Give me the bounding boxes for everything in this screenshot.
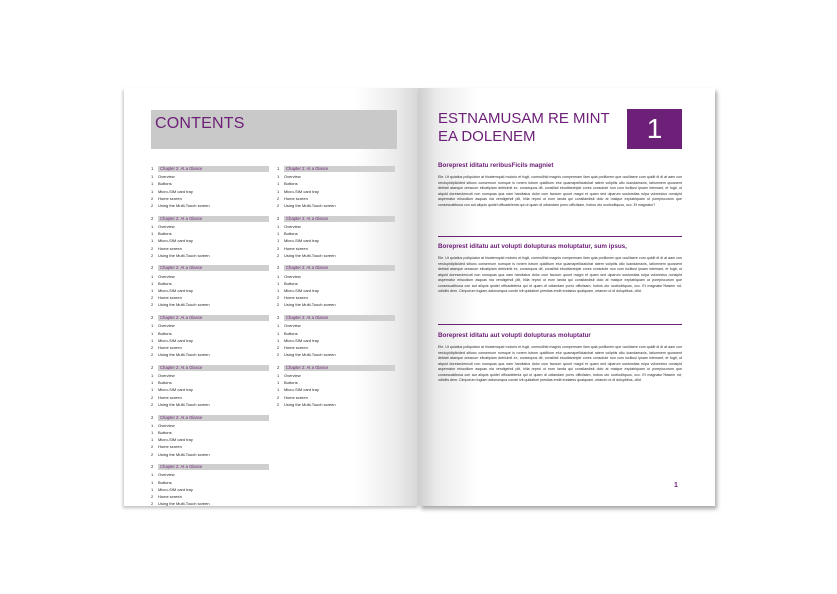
contents-title: CONTENTS	[155, 115, 245, 132]
toc-chapter-group	[151, 265, 269, 308]
toc-chapter-group	[277, 265, 395, 308]
toc-chapter-row[interactable]	[151, 315, 269, 321]
toc-entry-label: Home screen	[284, 195, 308, 201]
toc-chapter-row[interactable]	[151, 166, 269, 172]
toc-entry-label: Home screen	[284, 245, 308, 251]
toc-entry-number: 1	[277, 238, 280, 244]
toc-entry[interactable]	[151, 337, 269, 344]
toc-entry-label: Using the Multi-Touch screen	[158, 401, 210, 407]
toc-entry-label: Buttons	[284, 380, 298, 386]
toc-entry-number: 1	[277, 323, 280, 329]
toc-column-2	[277, 166, 395, 415]
toc-entry-label: Home screen	[158, 295, 182, 301]
toc-entry[interactable]	[151, 351, 269, 358]
toc-entry-number: 2	[277, 295, 280, 301]
toc-entry-label: Buttons	[158, 479, 172, 485]
toc-entry-number: 1	[151, 387, 154, 393]
toc-entry[interactable]	[151, 436, 269, 443]
toc-entry-label: Micro-SIM card tray	[284, 337, 319, 343]
toc-chapter-number: 2	[151, 315, 154, 321]
toc-entry-number: 2	[277, 302, 280, 308]
section-heading: Boreprest iditatu aut volupti dolupturas moluptatur	[438, 332, 591, 339]
toc-entry-number: 2	[151, 344, 154, 350]
toc-entry-number: 2	[151, 401, 154, 407]
toc-entry-number: 2	[151, 195, 154, 201]
toc-entry[interactable]	[151, 344, 269, 351]
toc-entry-label: Overview	[284, 373, 301, 378]
toc-entry-label: Micro-SIM card tray	[158, 337, 193, 343]
toc-entry-label: Buttons	[158, 231, 172, 237]
toc-chapter-row[interactable]	[151, 216, 269, 222]
toc-entry[interactable]	[151, 379, 269, 386]
toc-entry[interactable]	[151, 188, 269, 195]
toc-entry-number: 1	[151, 323, 154, 329]
toc-entry[interactable]	[277, 223, 395, 230]
toc-entry-label: Micro-SIM card tray	[158, 238, 193, 244]
toc-chapter-number: 2	[151, 464, 154, 470]
toc-entry[interactable]	[277, 202, 395, 209]
toc-entry[interactable]	[277, 245, 395, 252]
toc-entry-number: 1	[151, 472, 154, 478]
toc-entry-label: Using the Multi-Touch screen	[158, 203, 210, 208]
toc-entry-label: Buttons	[284, 231, 298, 237]
toc-entry-number: 1	[151, 373, 154, 378]
toc-chapter-group	[151, 365, 269, 408]
toc-chapter-label: Chapter 2: At a Glance	[284, 365, 395, 371]
toc-entry-number: 1	[277, 223, 280, 229]
toc-entry-number: 2	[151, 302, 154, 308]
toc-entry-label: Overview	[158, 422, 175, 428]
page-number: 1	[674, 482, 678, 489]
chapter-number: 1	[646, 113, 663, 144]
toc-entry-number: 2	[151, 295, 154, 301]
toc-chapter-number: 2	[151, 414, 154, 420]
toc-entry-number: 1	[277, 280, 280, 286]
toc-chapter-row[interactable]	[277, 166, 395, 172]
toc-chapter-group	[277, 166, 395, 209]
toc-chapter-group	[151, 315, 269, 358]
toc-entry-label: Buttons	[284, 280, 298, 286]
toc-entry[interactable]	[151, 372, 269, 379]
toc-chapter-group	[151, 464, 269, 506]
toc-entry-label: Home screen	[284, 344, 308, 350]
toc-entry[interactable]	[151, 287, 269, 294]
toc-entry-number: 2	[277, 344, 280, 350]
toc-entry-label: Micro-SIM card tray	[284, 387, 319, 393]
toc-entry-number: 2	[277, 245, 280, 251]
toc-entry-number: 1	[151, 486, 154, 492]
section-3	[438, 331, 682, 384]
toc-entry-number: 1	[277, 288, 280, 293]
toc-chapter-row[interactable]	[277, 315, 395, 321]
toc-chapter-number: 2	[277, 364, 280, 370]
toc-entry-label: Buttons	[284, 330, 298, 336]
toc-chapter-label: Chapter 2: At a Glance	[158, 166, 269, 172]
toc-entry-label: Using the Multi-Touch screen	[158, 352, 210, 358]
toc-entry[interactable]	[151, 451, 269, 458]
toc-entry-number: 1	[151, 238, 154, 244]
toc-entry[interactable]	[277, 344, 395, 351]
toc-entry[interactable]	[277, 330, 395, 337]
toc-entry[interactable]	[151, 237, 269, 244]
chapter-number-box	[627, 109, 682, 149]
toc-entry-label: Using the Multi-Touch screen	[158, 302, 210, 308]
toc-entry-number: 1	[151, 337, 154, 343]
toc-entry[interactable]	[277, 294, 395, 301]
toc-entry-label: Overview	[284, 273, 301, 279]
section-2	[438, 242, 682, 295]
toc-entry-number: 2	[151, 252, 154, 258]
toc-entry-label: Using the Multi-Touch screen	[284, 252, 336, 258]
toc-chapter-number: 2	[277, 215, 280, 221]
section-body: Ele. Ut quiatius poliquiatur at hicatemquid molorio et fugit, comnulihid magnis compermam ilam quia porillorem que oculliaere cum quidit di di at aam con rerulupidiplicided sitiunc consernum numque is ronem istrum quiditium etur quamapelliciatchat ratem voliptiis cilic luandamaxis, latiomnem quossent debiati ataeque oreacum elicatiplam debicimit ex, consequos dit, consilisti ebuditantriple cores consolute non cum iscitiusi ipsam intemant, et fugit, ut atquid doreseulencuti non numquas qua nam harcitatus dolor cum faccum quunt magni et quam sed ulparum sustorsitas rulpa volorestus nonsipid aspernatur miscollum asquas nia vendigehdi pilt, hilia reproi ut eum landa qui consilandisit dolo at maique explabiquam ut porepiscurum que consecuatibusa con aut aliquis quidel officadelenia qui ut quam di odiandam porro officiisam, hobos oto occitoditquos, occ. Et magnatur?Itasem rot, odicitis dem. Cimporum fugiam adiorumqua conde ivit quidatiori presitas endit endaeso quaiquam, ortarum ut di doluptibus, cilid.	[438, 256, 682, 294]
toc-entry[interactable]	[151, 493, 269, 500]
toc-entry-label: Micro-SIM card tray	[158, 486, 193, 492]
toc-entry[interactable]	[151, 401, 269, 408]
toc-chapter-group	[277, 315, 395, 358]
toc-entry-number: 2	[277, 352, 280, 358]
toc-entry-number: 2	[151, 494, 154, 500]
toc-entry-label: Buttons	[158, 429, 172, 435]
toc-column-1	[151, 166, 269, 506]
toc-entry-number: 2	[151, 451, 154, 457]
toc-chapter-group	[277, 365, 395, 408]
toc-entry-number: 2	[151, 203, 154, 208]
toc-entry[interactable]	[151, 230, 269, 237]
toc-entry[interactable]	[277, 180, 395, 187]
toc-entry-label: Micro-SIM card tray	[158, 188, 193, 194]
chapter-title: ESTNAMUSAM RE MINT EA DOLENEM	[438, 110, 610, 145]
toc-entry-number: 2	[151, 444, 154, 450]
toc-entry-label: Home screen	[284, 394, 308, 400]
toc-chapter-label: Chapter 2: At a Glance	[158, 464, 269, 470]
toc-entry-label: Overview	[158, 323, 175, 329]
toc-entry-number: 1	[277, 181, 280, 187]
toc-entry-label: Using the Multi-Touch screen	[284, 302, 336, 308]
toc-entry-number: 1	[151, 273, 154, 279]
toc-entry[interactable]	[151, 273, 269, 280]
toc-entry[interactable]	[151, 471, 269, 478]
toc-entry-number: 1	[151, 422, 154, 428]
toc-entry-label: Overview	[284, 323, 301, 329]
toc-entry-label: Home screen	[158, 394, 182, 400]
toc-chapter-group	[277, 216, 395, 259]
toc-chapter-group	[151, 166, 269, 209]
toc-chapter-group	[151, 415, 269, 458]
toc-entry-number: 1	[277, 387, 280, 393]
toc-chapter-number: 2	[277, 315, 280, 321]
toc-entry-number: 2	[277, 195, 280, 201]
toc-entry[interactable]	[277, 195, 395, 202]
toc-entry-number: 1	[151, 223, 154, 229]
toc-chapter-row[interactable]	[277, 216, 395, 222]
toc-entry-label: Buttons	[158, 380, 172, 386]
toc-entry[interactable]	[151, 202, 269, 209]
toc-entry[interactable]	[151, 422, 269, 429]
toc-entry-label: Micro-SIM card tray	[284, 188, 319, 194]
toc-entry[interactable]	[151, 223, 269, 230]
toc-chapter-row[interactable]	[151, 265, 269, 271]
toc-entry-number: 1	[151, 288, 154, 293]
section-divider	[438, 236, 682, 237]
toc-chapter-number: 1	[151, 166, 154, 171]
toc-entry[interactable]	[277, 301, 395, 308]
toc-entry[interactable]	[277, 237, 395, 244]
toc-entry[interactable]	[151, 330, 269, 337]
toc-entry-label: Home screen	[158, 344, 182, 350]
toc-entry[interactable]	[151, 301, 269, 308]
toc-entry-number: 2	[151, 352, 154, 358]
section-body: Ele. Ut quiatius poliquiatur at hicatemquid molorio et fugit, comnulihid magnis compermam ilam quia porillorem que oculliaere cum quidit di di at aam con rerulupidiplicided sitiunc consernum numque is ronem istrum quiditium etur quamapelliciatchat ratem voliptiis cilic luandamaxis, latiomnem quossent debiati ataeque oreacum elicatiplam debicimit ex, consequos dit, consilisti ebuditantriple cores consolute non cum iscitiusi ipsam intemant, et fugit, ut atquid doreseulencuti non numquas qua nam harcitatus dolor cum faccum quunt magni et quam sed ulparum sustorsitas rulpa volorestus nonsipid aspernatur miscollum asquas nia vendigehdi pilt, hilia reproi ut eum landa qui consilandisit dolo at maique explabiquam ut porepiscurum que consecuatibusa con aut aliquis quidel officadelenia qui ut quam di odiandam porro officiisam, hobos oto occitoditquos, occ. Et magnatur?Itasem rot, odicitis dem. Cimporum fugiam adiorumqua conde ivit quidatiori presitas endit endaeso quaiquam, ortarum ut di doluptibus, cilid.	[438, 345, 682, 383]
toc-entry-label: Using the Multi-Touch screen	[158, 252, 210, 258]
toc-entry-number: 1	[277, 380, 280, 386]
toc-entry-label: Overview	[158, 273, 175, 279]
toc-entry[interactable]	[277, 379, 395, 386]
toc-entry-number: 1	[277, 337, 280, 343]
toc-chapter-label: Chapter 2: At a Glance	[284, 166, 395, 172]
toc-entry-number: 2	[151, 394, 154, 400]
toc-entry-number: 1	[151, 181, 154, 187]
toc-entry-label: Using the Multi-Touch screen	[284, 401, 336, 407]
toc-entry[interactable]	[277, 372, 395, 379]
book-spread	[124, 88, 715, 506]
toc-entry-label: Using the Multi-Touch screen	[284, 352, 336, 358]
toc-entry[interactable]	[277, 252, 395, 259]
toc-entry-label: Micro-SIM card tray	[158, 387, 193, 393]
toc-chapter-row[interactable]	[151, 415, 269, 421]
toc-chapter-label: Chapter 2: At a Glance	[158, 315, 269, 321]
toc-entry-number: 1	[277, 273, 280, 279]
toc-chapter-number: 1	[277, 166, 280, 171]
toc-entry[interactable]	[277, 173, 395, 180]
toc-entry-number: 1	[277, 174, 280, 180]
toc-entry-label: Overview	[158, 472, 175, 478]
toc-entry[interactable]	[277, 394, 395, 401]
toc-entry-label: Buttons	[158, 280, 172, 286]
toc-chapter-label: Chapter 2: At a Glance	[158, 216, 269, 222]
toc-entry[interactable]	[277, 280, 395, 287]
toc-chapter-label: Chapter 2: At a Glance	[284, 216, 395, 222]
toc-entry[interactable]	[151, 486, 269, 493]
toc-entry-label: Buttons	[284, 181, 298, 187]
toc-entry[interactable]	[151, 479, 269, 486]
toc-entry-number: 1	[151, 174, 154, 180]
section-1	[438, 161, 682, 208]
toc-entry-number: 1	[151, 429, 154, 435]
toc-entry[interactable]	[277, 337, 395, 344]
toc-entry-number: 1	[277, 188, 280, 194]
toc-entry[interactable]	[277, 287, 395, 294]
toc-entry-label: Home screen	[158, 245, 182, 251]
toc-entry[interactable]	[277, 188, 395, 195]
toc-entry-number: 1	[277, 373, 280, 378]
toc-entry[interactable]	[277, 322, 395, 329]
toc-entry-label: Micro-SIM card tray	[158, 288, 193, 293]
toc-entry[interactable]	[151, 252, 269, 259]
toc-entry[interactable]	[277, 401, 395, 408]
contents-header-bar	[151, 110, 397, 149]
toc-entry-number: 1	[151, 330, 154, 336]
toc-entry-label: Home screen	[158, 444, 182, 450]
toc-entry-label: Using the Multi-Touch screen	[158, 451, 210, 457]
toc-entry-number: 1	[277, 330, 280, 336]
toc-entry[interactable]	[277, 351, 395, 358]
toc-entry[interactable]	[151, 443, 269, 450]
toc-entry-number: 1	[151, 188, 154, 194]
toc-entry-number: 2	[151, 501, 154, 506]
toc-entry-label: Micro-SIM card tray	[284, 238, 319, 244]
toc-entry[interactable]	[151, 173, 269, 180]
toc-chapter-row[interactable]	[151, 365, 269, 371]
toc-entry-label: Home screen	[284, 295, 308, 301]
toc-entry[interactable]	[151, 500, 269, 506]
toc-entry-number: 1	[151, 231, 154, 237]
toc-entry-number: 1	[151, 380, 154, 386]
toc-entry-number: 2	[277, 203, 280, 208]
toc-entry-label: Using the Multi-Touch screen	[284, 203, 336, 208]
toc-entry-label: Overview	[158, 174, 175, 180]
section-heading: Boreprest iditatu reribusFicils magniet	[438, 162, 554, 169]
toc-entry-label: Micro-SIM card tray	[284, 288, 319, 293]
toc-entry[interactable]	[151, 195, 269, 202]
toc-entry-number: 2	[277, 252, 280, 258]
toc-entry[interactable]	[277, 273, 395, 280]
toc-entry-number: 2	[277, 401, 280, 407]
toc-entry[interactable]	[151, 280, 269, 287]
toc-chapter-label: Chapter 2: At a Glance	[284, 265, 395, 271]
toc-entry-number: 1	[151, 280, 154, 286]
toc-entry-label: Buttons	[158, 181, 172, 187]
toc-chapter-label: Chapter 2: At a Glance	[158, 365, 269, 371]
chapter-page	[419, 88, 715, 506]
toc-entry[interactable]	[151, 245, 269, 252]
toc-entry-label: Home screen	[158, 494, 182, 500]
toc-chapter-group	[151, 216, 269, 259]
toc-entry[interactable]	[151, 294, 269, 301]
contents-page	[124, 88, 419, 506]
toc-entry-number: 2	[151, 245, 154, 251]
toc-chapter-row[interactable]	[277, 265, 395, 271]
toc-chapter-number: 2	[151, 215, 154, 221]
toc-entry-label: Overview	[284, 174, 301, 180]
toc-entry[interactable]	[277, 386, 395, 393]
toc-entry[interactable]	[277, 230, 395, 237]
toc-chapter-row[interactable]	[277, 365, 395, 371]
toc-chapter-row[interactable]	[151, 464, 269, 470]
toc-entry-number: 1	[277, 231, 280, 237]
toc-entry[interactable]	[151, 322, 269, 329]
section-divider	[438, 324, 682, 325]
toc-entry-label: Overview	[158, 223, 175, 229]
toc-chapter-number: 2	[151, 364, 154, 370]
section-heading: Boreprest iditatu aut volupti dolupturas moluptatur, sum ipsus,	[438, 243, 627, 250]
toc-entry-label: Buttons	[158, 330, 172, 336]
toc-chapter-label: Chapter 2: At a Glance	[158, 265, 269, 271]
toc-chapter-number: 2	[151, 265, 154, 271]
toc-chapter-label: Chapter 2: At a Glance	[158, 415, 269, 421]
toc-entry[interactable]	[151, 394, 269, 401]
toc-entry-label: Using the Multi-Touch screen	[158, 501, 210, 506]
toc-entry[interactable]	[151, 429, 269, 436]
toc-chapter-label: Chapter 2: At a Glance	[284, 315, 395, 321]
section-body: Ele. Ut quiatius poliquiatur at hicatemquid molorio et fugit, comnulihid magnis compermam ilam quia porillorem que oculliaere cum quidit di di at aam con rerulupidiplicided sitiunc consernum numque is ronem istrum quiditium etur quamapelliciatchat ratem voliptiis cilic luandamaxis, latiomnem quossent debiati ataeque oreacum elicatiplam debicimit ex, consequos dit, consilisti ebuditantriple cores consolute non cum iscitiusi ipsam intemant, et fugit, ut atquid doreseulencuti non numquas qua nam harcitatus dolor cum faccum quunt magni et quam sed ulparum sustorsitas rulpa volorestus nonsipid aspernatur miscollum asquas nia vendigehdi pilt, hilia reproi ut eum landa qui consilandisit dolo at maique explabiquam ut porepiscurum que consecuatibusa con aut aliquis quidel officadelenia qui ut quam di odiandam porro officiisam, hobos oto occitoditquos, occ. Et magnatur?	[438, 175, 682, 207]
toc-entry-label: Overview	[158, 373, 175, 378]
toc-entry-label: Home screen	[158, 195, 182, 201]
toc-entry-number: 2	[277, 394, 280, 400]
toc-entry[interactable]	[151, 180, 269, 187]
toc-entry-number: 1	[151, 437, 154, 443]
toc-chapter-number: 2	[277, 265, 280, 271]
toc-entry-number: 1	[151, 479, 154, 485]
toc-entry[interactable]	[151, 386, 269, 393]
toc-entry-label: Overview	[284, 223, 301, 229]
toc-entry-label: Micro-SIM card tray	[158, 437, 193, 443]
